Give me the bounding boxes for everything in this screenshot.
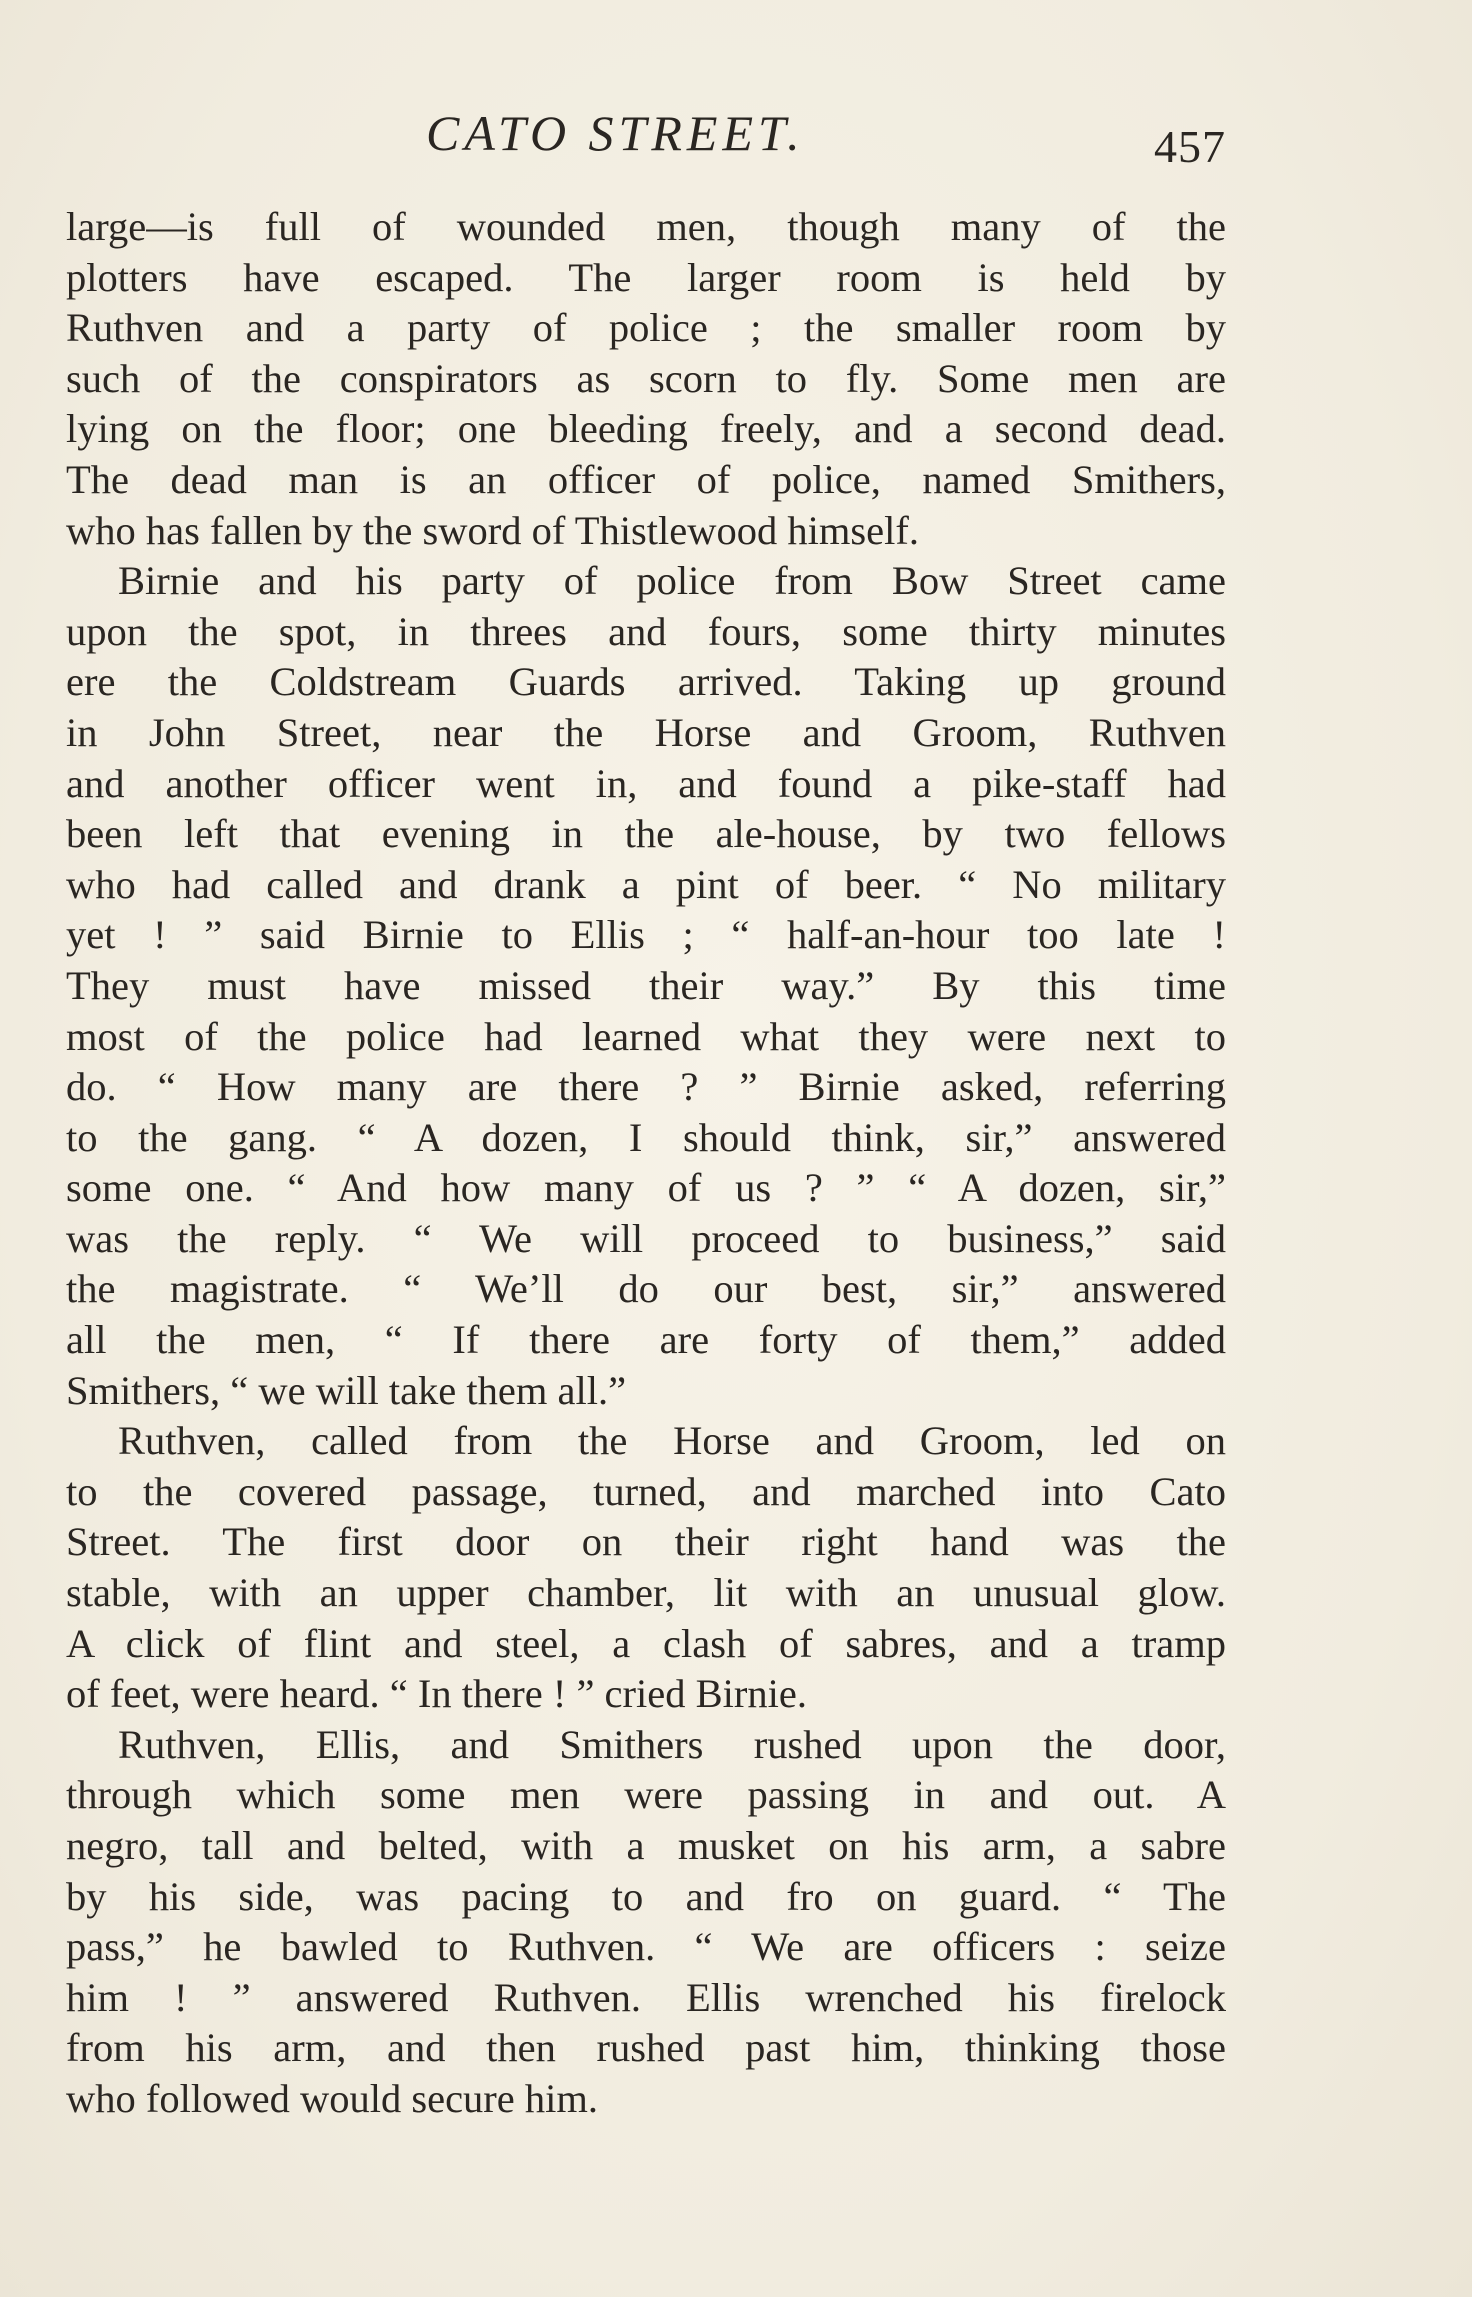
text-line: and another officer went in, and found a pike-staff had — [66, 760, 1226, 806]
text-line: who had called and drank a pint of beer. “ No military — [66, 861, 1226, 907]
text-line: A click of flint and steel, a clash of sabres, and a tramp — [66, 1620, 1226, 1666]
text-line: large—is full of wounded men, though many of the — [66, 204, 1226, 249]
text-line: negro, tall and belted, with a musket on his arm, a sabre — [66, 1823, 1226, 1868]
text-line: was the reply. “ We will proceed to business,” said — [66, 1215, 1226, 1261]
text-line: who has fallen by the sword of Thistlewood himself. — [66, 507, 919, 553]
text-line: yet ! ” said Birnie to Ellis ; “ half-an-hour too late ! — [66, 912, 1226, 958]
text-line: him ! ” answered Ruthven. Ellis wrenched his firelock — [66, 1974, 1226, 2020]
text-line: Ruthven, called from the Horse and Groom, led on — [118, 1418, 1226, 1464]
text-line: the magistrate. “ We’ll do our best, sir,” answered — [66, 1266, 1226, 1312]
text-line: who followed would secure him. — [66, 2075, 599, 2121]
text-line: all the men, “ If there are forty of them,” added — [66, 1317, 1226, 1363]
text-line: Street. The first door on their right hand was the — [66, 1519, 1226, 1565]
page-number: 457 — [1154, 121, 1226, 172]
text-line: lying on the floor; one bleeding freely, and a second dead. — [66, 406, 1226, 452]
text-line: Ruthven and a party of police ; the smaller room by — [66, 305, 1226, 351]
text-line: of feet, were heard. “ In there ! ” cried Birnie. — [66, 1671, 807, 1717]
text-line: pass,” he bawled to Ruthven. “ We are officers : seize — [66, 1924, 1226, 1970]
text-line: by his side, was pacing to and fro on guard. “ The — [66, 1873, 1226, 1919]
text-line: in John Street, near the Horse and Groom, Ruthven — [66, 709, 1226, 755]
text-line: do. “ How many are there ? ” Birnie asked, referring — [66, 1064, 1226, 1110]
text-line: upon the spot, in threes and fours, some thirty minutes — [66, 608, 1226, 654]
text-line: most of the police had learned what they were next to — [66, 1013, 1226, 1059]
running-head — [66, 98, 1226, 172]
text-line: plotters have escaped. The larger room is held by — [66, 254, 1226, 300]
text-line: through which some men were passing in and out. A — [66, 1772, 1226, 1818]
text-line: They must have missed their way.” By this time — [66, 962, 1226, 1008]
text-line: to the gang. “ A dozen, I should think, sir,” answered — [66, 1114, 1226, 1160]
text-line: Ruthven, Ellis, and Smithers rushed upon the door, — [118, 1721, 1226, 1767]
text-line: from his arm, and then rushed past him, thinking those — [66, 2025, 1226, 2071]
text-line: Smithers, “ we will take them all.” — [66, 1367, 627, 1413]
text-line: stable, with an upper chamber, lit with an unusual glow. — [66, 1570, 1226, 1616]
text-line: such of the conspirators as scorn to fly. Some men are — [66, 355, 1226, 401]
text-line: been left that evening in the ale-house, by two fellows — [66, 811, 1226, 857]
text-line: The dead man is an officer of police, named Smithers, — [66, 456, 1226, 502]
text-line: some one. “ And how many of us ? ” “ A dozen, sir,” — [66, 1165, 1226, 1211]
running-title: CATO STREET. — [426, 105, 805, 161]
text-line: ere the Coldstream Guards arrived. Taking up ground — [66, 659, 1226, 705]
text-line: to the covered passage, turned, and marched into Cato — [66, 1468, 1226, 1514]
body-text — [66, 202, 1226, 2125]
text-line: Birnie and his party of police from Bow Street came — [118, 558, 1226, 604]
